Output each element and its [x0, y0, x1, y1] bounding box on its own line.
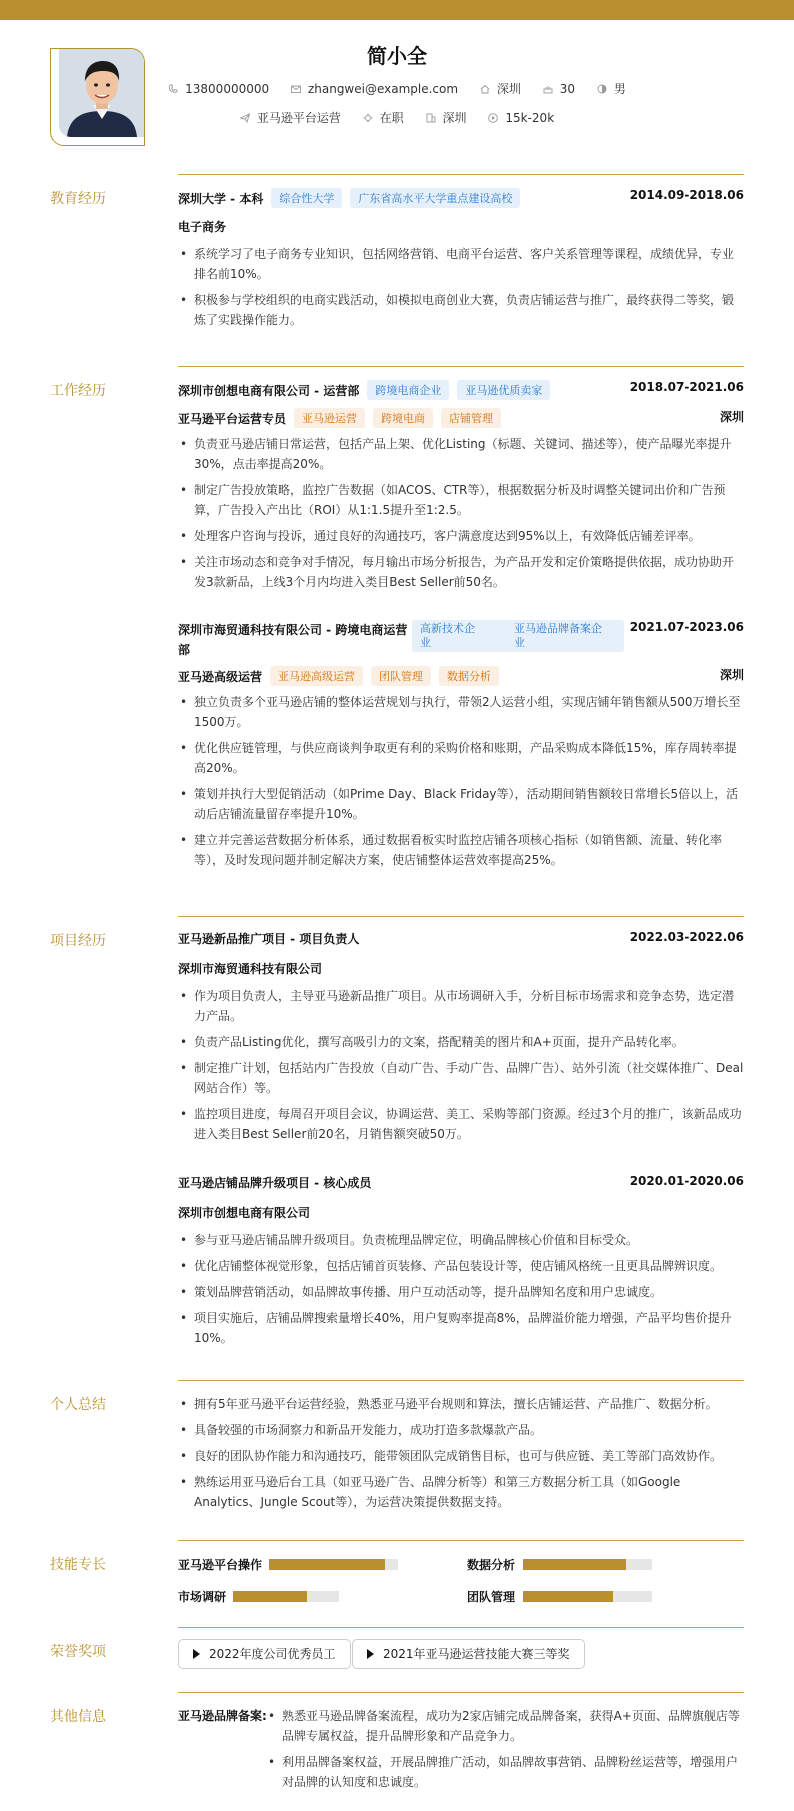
school-tag: 广东省高水平大学重点建设高校 — [350, 188, 520, 208]
work-entry — [178, 620, 744, 876]
job-city: 深圳 — [719, 410, 744, 424]
section-divider — [178, 366, 744, 367]
section-divider — [178, 1627, 744, 1628]
list-item: • 利用品牌备案权益，开展品牌推广活动，如品牌故事营销、品牌粉丝运营等，增强用户对品牌的认知度和忠诚度。 — [266, 1752, 744, 1792]
role-row — [178, 666, 744, 688]
age-item — [543, 82, 575, 96]
skill-bar-fill — [233, 1591, 307, 1602]
section-title: 个人总结 — [50, 1397, 106, 1413]
project-company: 深圳市创想电商有限公司 — [178, 1206, 311, 1220]
play-icon — [367, 1649, 374, 1659]
gender-text: 男 — [613, 82, 626, 96]
section-title: 工作经历 — [50, 383, 106, 399]
list-item: • 负责产品Listing优化，撰写高吸引力的文案，搭配精美的图片和A+页面，提升产品转化率。 — [178, 1032, 744, 1052]
role-tag: 团队管理 — [371, 666, 431, 686]
phone-icon — [168, 84, 178, 94]
project-header — [178, 930, 744, 952]
top-accent-bar — [0, 0, 794, 20]
list-item: • 良好的团队协作能力和沟通技巧，能带领团队完成销售目标，也可与供应链、美工等部门高效协作。 — [178, 1446, 744, 1466]
skill-label: 亚马逊平台操作 — [178, 1558, 263, 1572]
section-divider — [178, 1540, 744, 1541]
role-name: 亚马逊高级运营 — [178, 670, 263, 684]
list-item: • 负责亚马逊店铺日常运营，包括产品上架、优化Listing（标题、关键词、描述等），使产品曝光率提升30%，点击率提高20%。 — [178, 434, 744, 474]
work-entry — [178, 380, 744, 598]
education-header — [178, 188, 744, 210]
job-date: 2018.07-2021.06 — [629, 380, 744, 394]
project-date: 2022.03-2022.06 — [629, 930, 744, 944]
list-item: • 项目实施后，店铺品牌搜索量增长40%，用户复购率提高8%，品牌溢价能力增强，产品平均售价提升10%。 — [178, 1308, 744, 1348]
section-divider — [178, 1692, 744, 1693]
target-role-text: 亚马逊平台运营 — [256, 111, 341, 125]
phone-item — [168, 82, 269, 96]
list-item: • 积极参与学校组织的电商实践活动，如模拟电商创业大赛，负责店铺运营与推广，最终获得二等奖，锻炼了实践操作能力。 — [178, 290, 744, 330]
list-item: • 建立并完善运营数据分析体系，通过数据看板实时监控店铺各项核心指标（如销售额、流量、转化率等），及时发现问题并制定解决方案，使店铺整体运营效率提高25%。 — [178, 830, 744, 870]
target-role-item — [240, 109, 341, 126]
awards-list — [178, 1639, 744, 1671]
project-date: 2020.01-2020.06 — [629, 1174, 744, 1188]
phone-text: 13800000000 — [185, 81, 270, 96]
section-divider — [178, 1380, 744, 1381]
list-item: • 关注市场动态和竞争对手情况，每月输出市场分析报告，为产品开发和定价策略提供依据，成功协助开发3款新品，上线3个月内均进入类目Best Seller前50名。 — [178, 552, 744, 592]
skill-bar-fill — [523, 1591, 613, 1602]
school-tag: 综合性大学 — [271, 188, 342, 208]
building-icon — [426, 113, 436, 123]
home-icon — [480, 84, 490, 94]
list-item: • 策划并执行大型促销活动（如Prime Day、Black Friday等），活动期间销售额较日常增长5倍以上，活动后店铺流量留存率提升10%。 — [178, 784, 744, 824]
skill-label: 数据分析 — [467, 1558, 516, 1572]
salary-text: 15k-20k — [505, 110, 555, 125]
role-tag: 店铺管理 — [441, 408, 501, 428]
project-company-row — [178, 1204, 744, 1226]
company-tag: 亚马逊优质卖家 — [457, 380, 550, 400]
other-bullets — [266, 1706, 744, 1798]
list-item: • 制定推广计划，包括站内广告投放（自动广告、手动广告、品牌广告）、站外引流（社交媒体推广、Deal网站合作）等。 — [178, 1058, 744, 1098]
role-tag: 跨境电商 — [373, 408, 433, 428]
role-tag: 数据分析 — [439, 666, 499, 686]
summary-entry — [178, 1394, 744, 1518]
project-bullets — [178, 986, 744, 1144]
skill-bar — [269, 1559, 398, 1570]
education-bullets — [178, 244, 744, 330]
email-item — [291, 82, 458, 96]
section-title: 其他信息 — [50, 1709, 106, 1725]
play-circle-icon — [488, 113, 498, 123]
list-item: • 参与亚马逊店铺品牌升级项目。负责梳理品牌定位，明确品牌核心价值和目标受众。 — [178, 1230, 744, 1250]
section-divider — [178, 174, 744, 175]
award-chip: 2022年度公司优秀员工 — [178, 1639, 351, 1669]
location-text: 深圳 — [496, 82, 521, 96]
list-item: • 处理客户咨询与投诉，通过良好的沟通技巧，客户满意度达到95%以上，有效降低店铺差评率。 — [178, 526, 744, 546]
list-item: • 熟练运用亚马逊后台工具（如亚马逊广告、品牌分析等）和第三方数据分析工具（如Google Analytics、Jungle Scout等），为运营决策提供数据支持。 — [178, 1472, 744, 1512]
role-row — [178, 408, 744, 430]
section-divider — [178, 916, 744, 917]
skill-label: 团队管理 — [467, 1590, 516, 1604]
list-item: • 具备较强的市场洞察力和新品开发能力，成功打造多款爆款产品。 — [178, 1420, 744, 1440]
project-header — [178, 1174, 744, 1196]
section-title: 技能专长 — [50, 1557, 106, 1573]
list-item: • 系统学习了电子商务专业知识，包括网络营销、电商平台运营、客户关系管理等课程，成绩优异，专业排名前10%。 — [178, 244, 744, 284]
candidate-name: 简小全 — [367, 44, 427, 68]
company-tag: 亚马逊品牌备案企 业 — [506, 620, 624, 652]
skill-bar — [523, 1591, 652, 1602]
list-item: • 制定广告投放策略，监控广告数据（如ACOS、CTR等），根据数据分析及时调整关键词出价和广告预算，广告投入产出比（ROI）从1:1.5提升至1:2.5。 — [178, 480, 744, 520]
play-icon — [193, 1649, 200, 1659]
contact-row — [0, 80, 794, 97]
salary-item — [488, 111, 554, 125]
status-text: 在职 — [379, 111, 404, 125]
role-tag: 亚马逊高级运营 — [270, 666, 363, 686]
skills-grid — [178, 1556, 744, 1604]
project-name: 亚马逊店铺品牌升级项目 - 核心成员 — [178, 1176, 372, 1190]
list-item: • 拥有5年亚马逊平台运营经验，熟悉亚马逊平台规则和算法，擅长店铺运营、产品推广、数据分析。 — [178, 1394, 744, 1414]
company-tag: 高新技术企 业 — [412, 620, 528, 652]
project-entry — [178, 930, 744, 1150]
list-item: • 监控项目进度，每周召开项目会议，协调运营、美工、采购等部门资源。经过3个月的推广，该新品成功进入类目Best Seller前20名，月销售额突破50万。 — [178, 1104, 744, 1144]
award-chip: 2021年亚马逊运营技能大赛三等奖 — [352, 1639, 585, 1669]
school-name: 深圳大学 - 本科 — [178, 192, 264, 206]
target-city-text: 深圳 — [442, 111, 467, 125]
section-title: 教育经历 — [50, 191, 106, 207]
section-title: 荣誉奖项 — [50, 1644, 106, 1660]
list-item: • 优化供应链管理，与供应商谈判争取更有利的采购价格和账期，产品采购成本降低15%，库存周转率提高20%。 — [178, 738, 744, 778]
gender-item — [597, 80, 626, 97]
cake-icon — [543, 84, 553, 94]
status-item — [363, 109, 404, 126]
project-bullets — [178, 1230, 744, 1348]
company-name: 深圳市创想电商有限公司 - 运营部 — [178, 384, 360, 398]
education-date: 2014.09-2018.06 — [629, 188, 744, 202]
send-icon — [240, 113, 250, 123]
job-bullets — [178, 692, 744, 870]
role-name: 亚马逊平台运营专员 — [178, 412, 287, 426]
skill-bar-fill — [523, 1559, 626, 1570]
list-item: • 独立负责多个亚马逊店铺的整体运营规划与执行，带领2人运营小组，实现店铺年销售额从500万增长至1500万。 — [178, 692, 744, 732]
job-intent-row — [0, 109, 794, 126]
company-name: 深圳市海贸通科技有限公司 - 跨境电商运营 部 — [178, 623, 408, 657]
job-city: 深圳 — [719, 668, 744, 682]
project-company: 深圳市海贸通科技有限公司 — [178, 962, 323, 976]
skill-label: 市场调研 — [178, 1590, 227, 1604]
email-text: zhangwei@example.com — [307, 81, 459, 96]
summary-bullets — [178, 1394, 744, 1512]
role-tag: 亚马逊运营 — [294, 408, 365, 428]
status-icon — [363, 113, 373, 123]
project-entry — [178, 1174, 744, 1354]
list-item: • 策划品牌营销活动，如品牌故事传播、用户互动活动等，提升品牌知名度和用户忠诚度。 — [178, 1282, 744, 1302]
location-item — [480, 80, 521, 97]
skill-bar-fill — [269, 1559, 385, 1570]
project-company-row — [178, 960, 744, 982]
mail-icon — [291, 84, 301, 94]
education-entry — [178, 188, 744, 336]
gender-icon — [597, 84, 607, 94]
project-name: 亚马逊新品推广项目 - 项目负责人 — [178, 932, 360, 946]
major-name: 电子商务 — [178, 220, 227, 234]
target-city-item — [426, 109, 467, 126]
section-title: 项目经历 — [50, 933, 106, 949]
list-item: • 熟悉亚马逊品牌备案流程，成功为2家店铺完成品牌备案，获得A+页面、品牌旗舰店等品牌专属权益，提升品牌形象和产品竞争力。 — [266, 1706, 744, 1746]
list-item: • 作为项目负责人，主导亚马逊新品推广项目。从市场调研入手，分析目标市场需求和竞争态势，选定潜力产品。 — [178, 986, 744, 1026]
list-item: • 优化店铺整体视觉形象，包括店铺首页装修、产品包装设计等，使店铺风格统一且更具品牌辨识度。 — [178, 1256, 744, 1276]
job-bullets — [178, 434, 744, 592]
skill-bar — [523, 1559, 652, 1570]
other-label: 亚马逊品牌备案: — [178, 1709, 267, 1723]
company-header — [178, 620, 744, 660]
company-tag: 跨境电商企业 — [367, 380, 449, 400]
age-text: 30 — [559, 81, 576, 96]
major-row — [178, 218, 744, 240]
job-date: 2021.07-2023.06 — [629, 620, 744, 634]
company-header — [178, 380, 744, 402]
skill-bar — [233, 1591, 339, 1602]
